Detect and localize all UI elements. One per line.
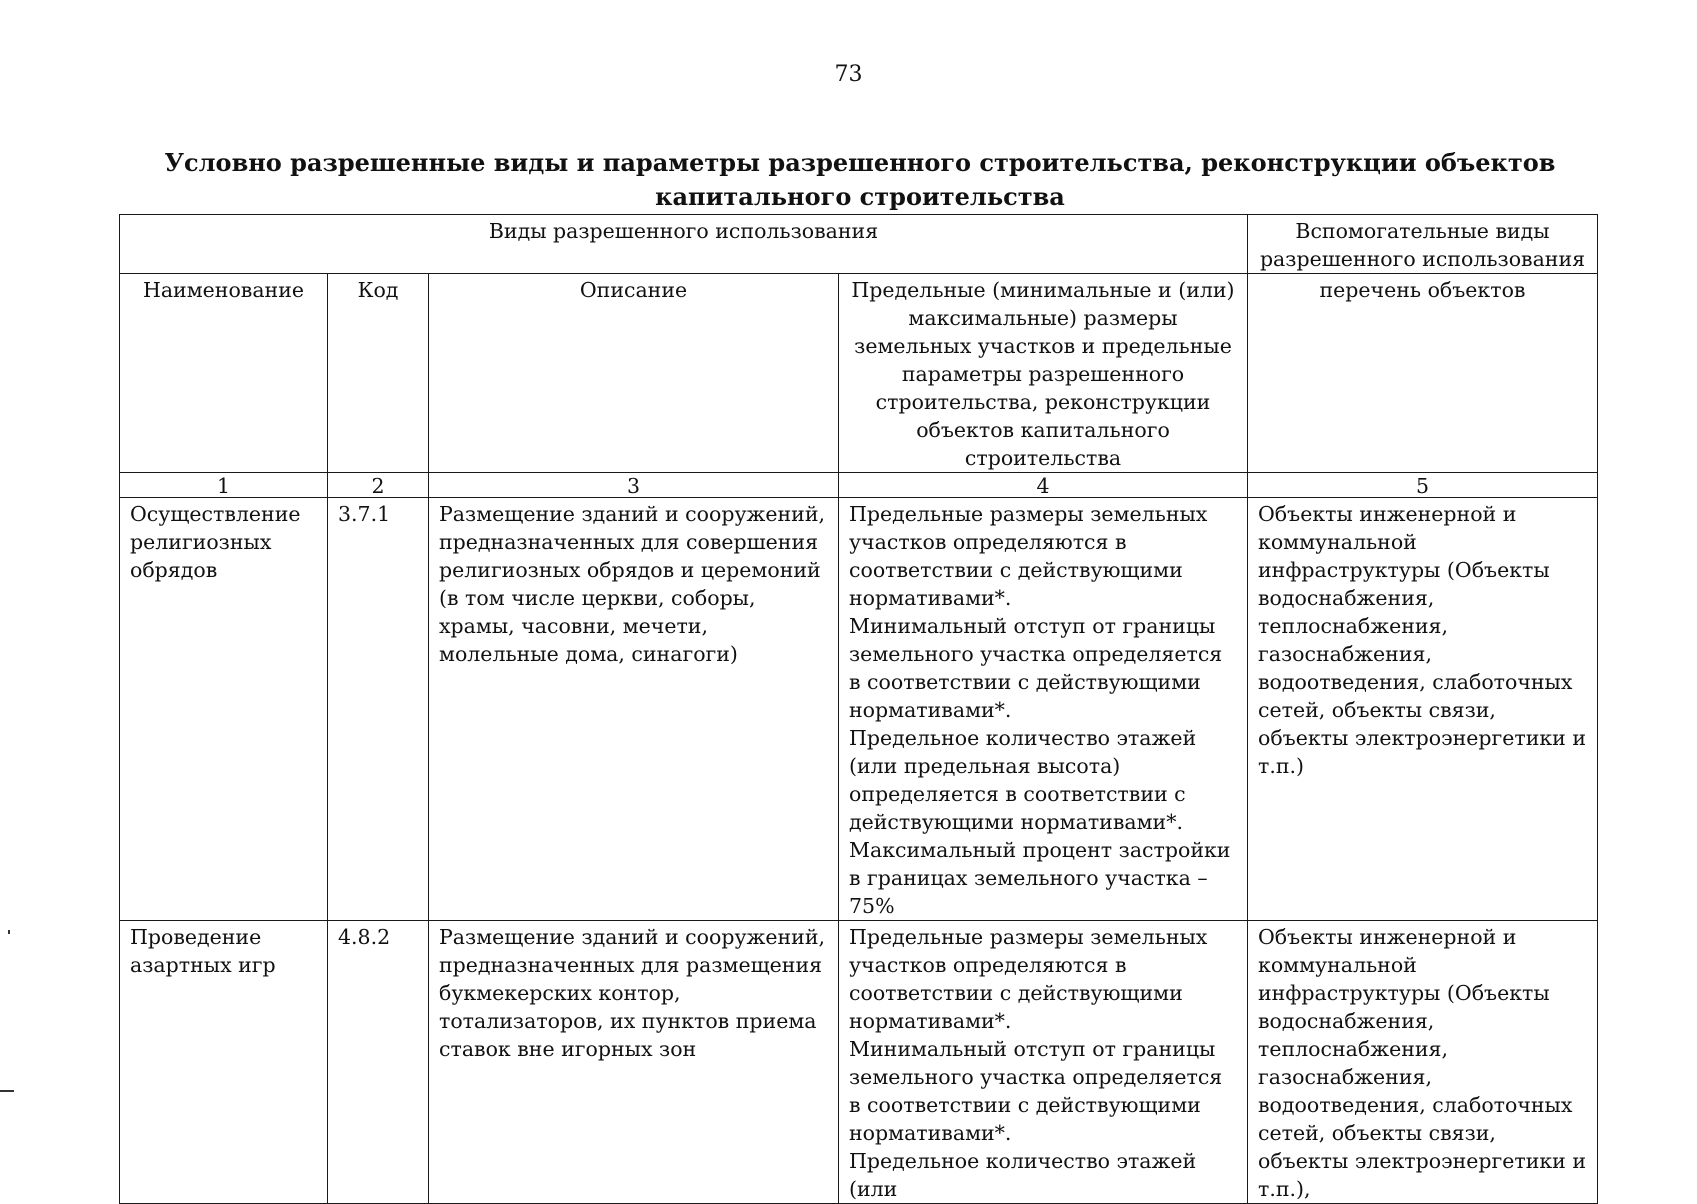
column-number-2: 2 [328, 473, 429, 498]
scan-edge-mark [0, 1090, 14, 1092]
column-header-parameters: Предельные (минимальные и (или) максимальные) размеры земельных участков и предельные параметры разрешенного строительства, реконструкции объектов капитального строительства [839, 274, 1248, 473]
column-header-code: Код [328, 274, 429, 473]
column-number-5: 5 [1248, 473, 1598, 498]
column-header-objects: перечень объектов [1248, 274, 1598, 473]
table-row [120, 921, 1598, 1204]
page-number: 73 [834, 62, 863, 87]
permitted-use-table [119, 214, 1598, 1204]
row-description: Размещение зданий и сооружений, предназначенных для совершения религиозных обрядов и церемоний (в том числе церкви, соборы, храмы, часовни, мечети, молельные дома, синагоги) [429, 498, 839, 921]
column-header-description: Описание [429, 274, 839, 473]
row-parameters: Предельные размеры земельных участков определяются в соответствии с действующими нормативами*. Минимальный отступ от границы земельного участка определяется в соответствии с действующими нормативами*. Предельное количество этажей (или [839, 921, 1248, 1204]
column-header-name: Наименование [120, 274, 328, 473]
column-number-3: 3 [429, 473, 839, 498]
row-parameters: Предельные размеры земельных участков определяются в соответствии с действующими нормативами*. Минимальный отступ от границы земельного участка определяется в соответствии с действующими нормативами*. Предельное количество этажей (или предельная высота) определяется в соответствии с действующими нормативами*. Максимальный процент застройки в границах земельного участка – 75% [839, 498, 1248, 921]
row-name: Осуществление религиозных обрядов [120, 498, 328, 921]
document-title: Условно разрешенные виды и параметры разрешенного строительства, реконструкции объектов капитального строительства [164, 148, 1556, 211]
row-code: 3.7.1 [328, 498, 429, 921]
group-header-auxiliary: Вспомогательные виды разрешенного использования [1248, 215, 1598, 274]
row-objects: Объекты инженерной и коммунальной инфраструктуры (Объекты водоснабжения, теплоснабжения, газоснабжения, водоотведения, слаботочных сетей, объекты связи, объекты электроэнергетики и т.п.), [1248, 921, 1598, 1204]
table-column-number-row [120, 473, 1598, 498]
row-objects: Объекты инженерной и коммунальной инфраструктуры (Объекты водоснабжения, теплоснабжения, газоснабжения, водоотведения, слаботочных сетей, объекты связи, объекты электроэнергетики и т.п.) [1248, 498, 1598, 921]
row-code: 4.8.2 [328, 921, 429, 1204]
group-header-main: Виды разрешенного использования [120, 215, 1248, 274]
column-number-1: 1 [120, 473, 328, 498]
row-description: Размещение зданий и сооружений, предназначенных для размещения букмекерских контор, тотализаторов, их пунктов приема ставок вне игорных зон [429, 921, 839, 1204]
table-column-header-row [120, 274, 1598, 473]
table-group-header-row [120, 215, 1598, 274]
row-name: Проведение азартных игр [120, 921, 328, 1204]
table-row [120, 498, 1598, 921]
scan-edge-dot [8, 930, 10, 934]
column-number-4: 4 [839, 473, 1248, 498]
